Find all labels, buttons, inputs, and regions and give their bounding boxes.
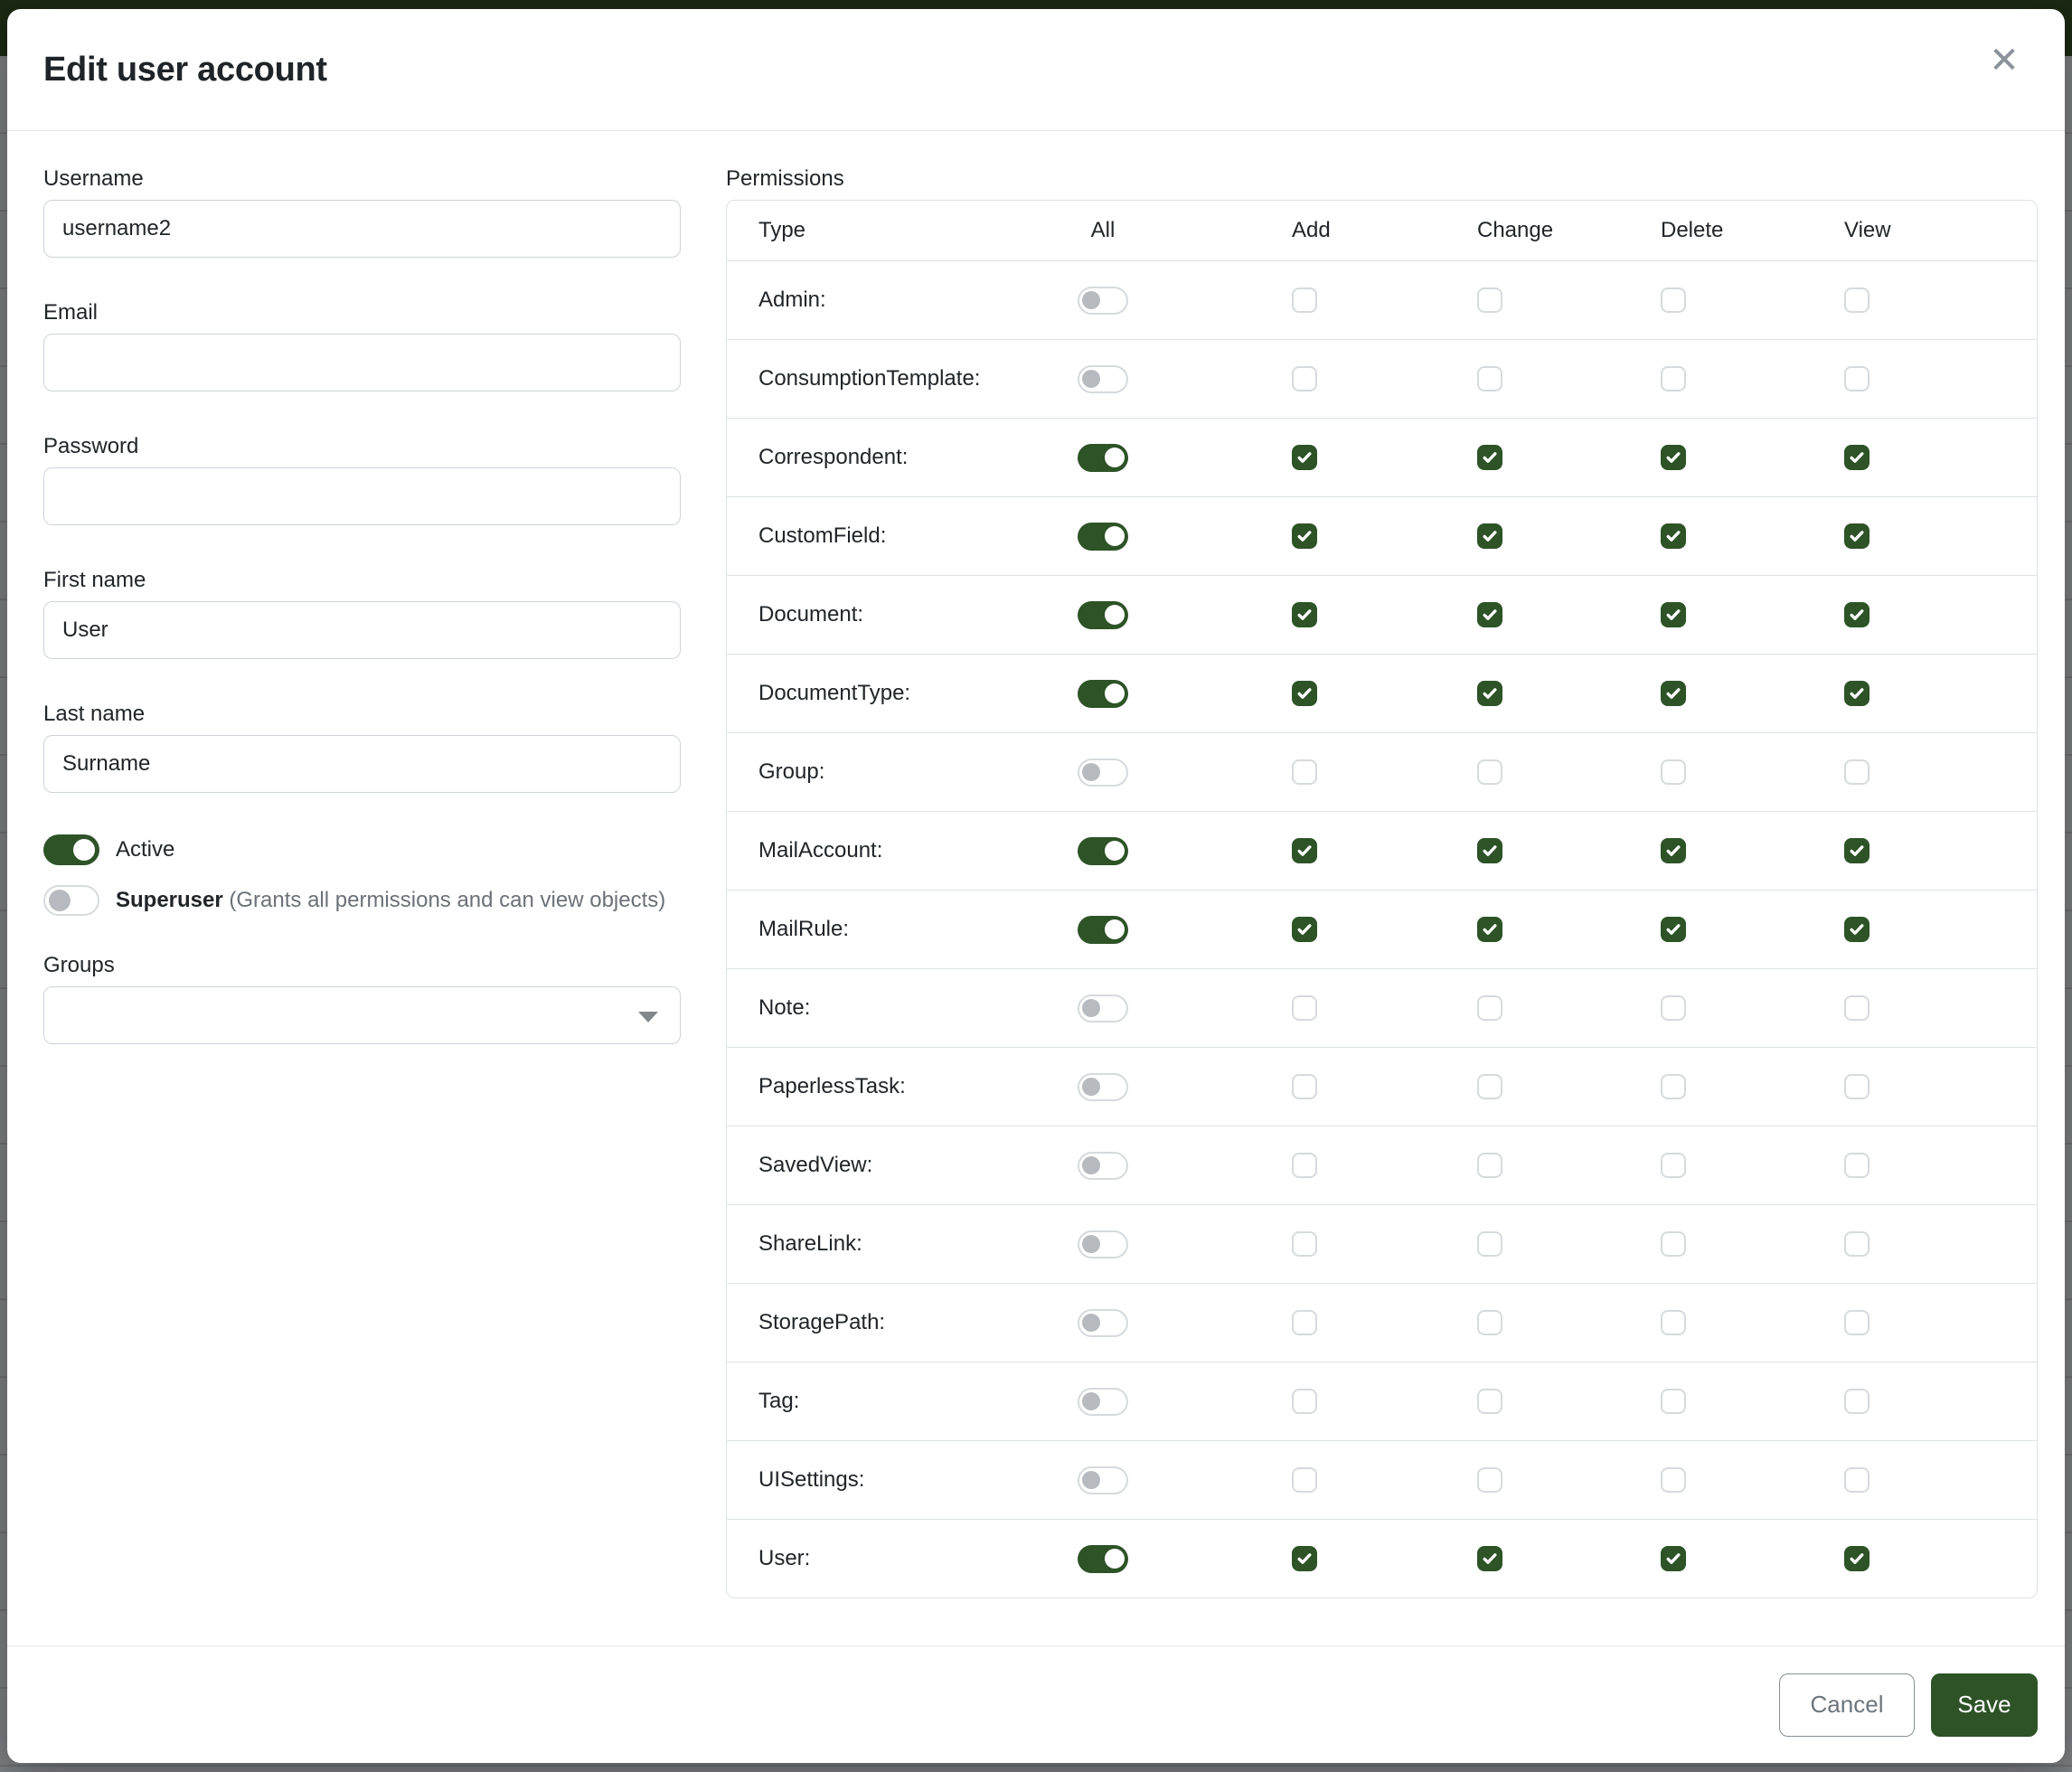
permission-row — [727, 811, 2037, 890]
first-name-field-block — [43, 567, 681, 659]
modal-title: Edit user account — [43, 50, 327, 89]
permission-all-toggle[interactable] — [1078, 759, 1128, 787]
modal-body — [7, 131, 2065, 1645]
toggle-knob — [73, 839, 95, 861]
permission-add-checkbox[interactable] — [1292, 917, 1317, 942]
groups-select[interactable] — [43, 986, 681, 1044]
permission-delete-checkbox[interactable] — [1661, 681, 1686, 706]
permission-change-checkbox[interactable] — [1477, 1074, 1502, 1099]
check-icon — [1481, 448, 1499, 467]
permission-all-toggle[interactable] — [1078, 680, 1128, 708]
check-icon — [1481, 684, 1499, 702]
email-field-block — [43, 299, 681, 391]
permission-all-toggle[interactable] — [1078, 837, 1128, 865]
toggle-knob — [1082, 370, 1100, 388]
permission-type-label: Document: — [758, 602, 864, 627]
email-label: Email — [43, 300, 99, 325]
toggle-knob — [1082, 999, 1100, 1017]
permission-add-checkbox[interactable] — [1292, 523, 1317, 549]
permission-add-checkbox[interactable] — [1292, 287, 1317, 313]
permission-all-toggle[interactable] — [1078, 1388, 1128, 1416]
permissions-table — [726, 200, 2038, 1598]
permission-change-checkbox[interactable] — [1477, 1389, 1502, 1414]
permission-delete-checkbox[interactable] — [1661, 1231, 1686, 1257]
permission-view-checkbox[interactable] — [1844, 995, 1870, 1021]
permission-add-checkbox[interactable] — [1292, 602, 1317, 627]
toggle-knob — [1082, 1471, 1100, 1489]
permission-row — [727, 496, 2037, 575]
permission-type-label: SavedView: — [758, 1153, 873, 1177]
toggle-knob — [1082, 1156, 1100, 1174]
username-field-block — [43, 165, 681, 258]
permission-row — [727, 890, 2037, 968]
permission-add-checkbox[interactable] — [1292, 1074, 1317, 1099]
cancel-button[interactable]: Cancel — [1779, 1673, 1915, 1737]
check-icon — [1664, 527, 1682, 545]
permission-view-checkbox[interactable] — [1844, 1153, 1870, 1178]
username-input[interactable] — [43, 200, 681, 258]
modal-footer — [7, 1645, 2065, 1763]
toggle-knob — [49, 890, 71, 911]
permission-row — [727, 1519, 2037, 1598]
groups-label: Groups — [43, 953, 115, 977]
check-icon — [1848, 1550, 1866, 1568]
permission-all-toggle[interactable] — [1078, 1073, 1128, 1101]
permission-add-checkbox[interactable] — [1292, 681, 1317, 706]
permission-all-toggle[interactable] — [1078, 1545, 1128, 1573]
permission-all-toggle[interactable] — [1078, 601, 1128, 629]
permission-all-toggle[interactable] — [1078, 1309, 1128, 1337]
permission-add-checkbox[interactable] — [1292, 445, 1317, 470]
permission-delete-checkbox[interactable] — [1661, 366, 1686, 391]
permission-delete-checkbox[interactable] — [1661, 602, 1686, 627]
check-icon — [1295, 1550, 1314, 1568]
permission-delete-checkbox[interactable] — [1661, 1546, 1686, 1571]
username-label: Username — [43, 166, 144, 191]
permission-all-toggle[interactable] — [1078, 287, 1128, 315]
superuser-label — [116, 885, 665, 916]
permission-delete-checkbox[interactable] — [1661, 1074, 1686, 1099]
toggle-knob — [1082, 1078, 1100, 1096]
permission-add-checkbox[interactable] — [1292, 995, 1317, 1021]
permission-type-label: ShareLink: — [758, 1231, 862, 1256]
permission-all-toggle[interactable] — [1078, 916, 1128, 944]
toggle-knob — [1105, 448, 1125, 467]
permission-change-checkbox[interactable] — [1477, 523, 1502, 549]
permission-type-label: Correspondent: — [758, 445, 909, 469]
toggle-knob — [1105, 1549, 1125, 1569]
permission-view-checkbox[interactable] — [1844, 287, 1870, 313]
permission-delete-checkbox[interactable] — [1661, 917, 1686, 942]
active-toggle-row — [43, 834, 681, 865]
toggle-knob — [1105, 919, 1125, 939]
permission-change-checkbox[interactable] — [1477, 1231, 1502, 1257]
modal-header — [7, 9, 2065, 131]
check-icon — [1481, 527, 1499, 545]
check-icon — [1848, 606, 1866, 624]
permission-change-checkbox[interactable] — [1477, 1153, 1502, 1178]
permission-row — [727, 1440, 2037, 1519]
user-form-column — [43, 165, 681, 1645]
email-field[interactable] — [43, 334, 681, 391]
permission-view-checkbox[interactable] — [1844, 523, 1870, 549]
permission-row — [727, 968, 2037, 1047]
permission-change-checkbox[interactable] — [1477, 917, 1502, 942]
check-icon — [1664, 684, 1682, 702]
permission-change-checkbox[interactable] — [1477, 445, 1502, 470]
toggle-knob — [1082, 1235, 1100, 1253]
permission-add-checkbox[interactable] — [1292, 1310, 1317, 1335]
permission-row — [727, 654, 2037, 732]
permission-view-checkbox[interactable] — [1844, 1467, 1870, 1493]
permission-view-checkbox[interactable] — [1844, 838, 1870, 863]
permission-delete-checkbox[interactable] — [1661, 445, 1686, 470]
toggle-knob — [1105, 526, 1125, 546]
permission-type-label: MailAccount: — [758, 838, 883, 862]
check-icon — [1295, 842, 1314, 860]
check-icon — [1664, 448, 1682, 467]
permission-all-toggle[interactable] — [1078, 523, 1128, 551]
permissions-rows — [727, 260, 2037, 1598]
permission-delete-checkbox[interactable] — [1661, 523, 1686, 549]
permission-view-checkbox[interactable] — [1844, 1389, 1870, 1414]
column-header-all: All — [1090, 218, 1116, 242]
check-icon — [1848, 448, 1866, 467]
permission-row — [727, 1362, 2037, 1440]
check-icon — [1664, 842, 1682, 860]
permission-type-label: User: — [758, 1546, 811, 1570]
permission-all-toggle[interactable] — [1078, 1152, 1128, 1180]
permission-delete-checkbox[interactable] — [1661, 838, 1686, 863]
permission-row — [727, 1047, 2037, 1126]
toggle-knob — [1105, 841, 1125, 861]
permission-row — [727, 1283, 2037, 1362]
active-toggle[interactable] — [43, 834, 99, 865]
permission-add-checkbox[interactable] — [1292, 1231, 1317, 1257]
permission-delete-checkbox[interactable] — [1661, 287, 1686, 313]
permission-change-checkbox[interactable] — [1477, 602, 1502, 627]
permission-all-toggle[interactable] — [1078, 994, 1128, 1023]
permission-type-label: PaperlessTask: — [758, 1074, 906, 1098]
edit-user-account-modal — [7, 9, 2065, 1763]
permission-row — [727, 260, 2037, 339]
permission-row — [727, 339, 2037, 418]
check-icon — [1848, 842, 1866, 860]
permission-type-label: Note: — [758, 995, 811, 1020]
column-header-add: Add — [1292, 218, 1331, 242]
check-icon — [1481, 606, 1499, 624]
permission-type-label: ConsumptionTemplate: — [758, 366, 981, 391]
permission-change-checkbox[interactable] — [1477, 838, 1502, 863]
permission-add-checkbox[interactable] — [1292, 838, 1317, 863]
superuser-toggle[interactable] — [43, 885, 99, 916]
password-field-block — [43, 433, 681, 525]
permission-view-checkbox[interactable] — [1844, 1074, 1870, 1099]
permission-add-checkbox[interactable] — [1292, 366, 1317, 391]
check-icon — [1295, 920, 1314, 938]
check-icon — [1848, 684, 1866, 702]
last-name-field-block — [43, 701, 681, 793]
check-icon — [1295, 527, 1314, 545]
toggle-knob — [1082, 291, 1100, 309]
password-label: Password — [43, 434, 139, 458]
permission-view-checkbox[interactable] — [1844, 445, 1870, 470]
toggle-knob — [1082, 763, 1100, 781]
permission-add-checkbox[interactable] — [1292, 1389, 1317, 1414]
active-label: Active — [116, 837, 175, 862]
permission-view-checkbox[interactable] — [1844, 759, 1870, 785]
last-name-label: Last name — [43, 702, 146, 726]
permission-view-checkbox[interactable] — [1844, 1546, 1870, 1571]
column-header-change: Change — [1477, 218, 1554, 242]
permission-type-label: MailRule: — [758, 917, 850, 941]
toggle-knob — [1105, 683, 1125, 703]
check-icon — [1848, 920, 1866, 938]
permission-change-checkbox[interactable] — [1477, 681, 1502, 706]
permission-add-checkbox[interactable] — [1292, 1467, 1317, 1493]
check-icon — [1295, 684, 1314, 702]
permission-view-checkbox[interactable] — [1844, 681, 1870, 706]
permission-type-label: Group: — [758, 759, 825, 784]
permission-change-checkbox[interactable] — [1477, 1310, 1502, 1335]
permissions-table-header — [727, 201, 2037, 260]
permission-all-toggle[interactable] — [1078, 444, 1128, 472]
permission-row — [727, 575, 2037, 654]
permission-delete-checkbox[interactable] — [1661, 995, 1686, 1021]
last-name-field[interactable] — [43, 735, 681, 793]
permission-view-checkbox[interactable] — [1844, 1310, 1870, 1335]
permission-row — [727, 418, 2037, 496]
permission-row — [727, 1204, 2037, 1283]
permission-delete-checkbox[interactable] — [1661, 1389, 1686, 1414]
permission-view-checkbox[interactable] — [1844, 1231, 1870, 1257]
save-button[interactable]: Save — [1931, 1673, 2038, 1737]
permission-change-checkbox[interactable] — [1477, 759, 1502, 785]
permissions-label: Permissions — [726, 166, 844, 191]
superuser-toggle-row — [43, 885, 681, 916]
check-icon — [1481, 1550, 1499, 1568]
superuser-label-text: Superuser — [116, 888, 223, 912]
close-icon[interactable]: ✕ — [1978, 34, 2030, 87]
check-icon — [1664, 920, 1682, 938]
permissions-column — [726, 165, 2038, 1645]
superuser-hint: (Grants all permissions and can view objects) — [229, 888, 666, 912]
check-icon — [1664, 606, 1682, 624]
permission-change-checkbox[interactable] — [1477, 366, 1502, 391]
permission-row — [727, 1126, 2037, 1204]
permission-type-label: StoragePath: — [758, 1310, 886, 1334]
permission-view-checkbox[interactable] — [1844, 366, 1870, 391]
permission-add-checkbox[interactable] — [1292, 1546, 1317, 1571]
permission-type-label: UISettings: — [758, 1467, 865, 1492]
password-field[interactable] — [43, 467, 681, 525]
column-header-view: View — [1844, 218, 1891, 242]
permission-add-checkbox[interactable] — [1292, 759, 1317, 785]
permission-type-label: Tag: — [758, 1389, 800, 1413]
first-name-label: First name — [43, 568, 146, 592]
permission-change-checkbox[interactable] — [1477, 1546, 1502, 1571]
check-icon — [1481, 920, 1499, 938]
check-icon — [1295, 448, 1314, 467]
permission-change-checkbox[interactable] — [1477, 1467, 1502, 1493]
groups-field-block — [43, 952, 681, 1044]
check-icon — [1848, 527, 1866, 545]
chevron-down-icon — [638, 1012, 658, 1023]
permission-change-checkbox[interactable] — [1477, 995, 1502, 1021]
toggle-knob — [1082, 1392, 1100, 1410]
first-name-field[interactable] — [43, 601, 681, 659]
permission-type-label: CustomField: — [758, 523, 887, 548]
toggle-knob — [1082, 1314, 1100, 1332]
permission-add-checkbox[interactable] — [1292, 1153, 1317, 1178]
column-header-delete: Delete — [1661, 218, 1724, 242]
permission-delete-checkbox[interactable] — [1661, 1153, 1686, 1178]
check-icon — [1481, 842, 1499, 860]
permission-all-toggle[interactable] — [1078, 1466, 1128, 1494]
permission-view-checkbox[interactable] — [1844, 917, 1870, 942]
permission-delete-checkbox[interactable] — [1661, 1310, 1686, 1335]
permission-type-label: DocumentType: — [758, 681, 911, 705]
permission-all-toggle[interactable] — [1078, 365, 1128, 393]
column-header-type: Type — [758, 218, 806, 242]
permission-change-checkbox[interactable] — [1477, 287, 1502, 313]
permission-delete-checkbox[interactable] — [1661, 759, 1686, 785]
permission-all-toggle[interactable] — [1078, 1230, 1128, 1258]
permission-view-checkbox[interactable] — [1844, 602, 1870, 627]
check-icon — [1295, 606, 1314, 624]
permission-delete-checkbox[interactable] — [1661, 1467, 1686, 1493]
check-icon — [1664, 1550, 1682, 1568]
permission-row — [727, 732, 2037, 811]
permission-type-label: Admin: — [758, 287, 826, 312]
toggle-knob — [1105, 605, 1125, 625]
